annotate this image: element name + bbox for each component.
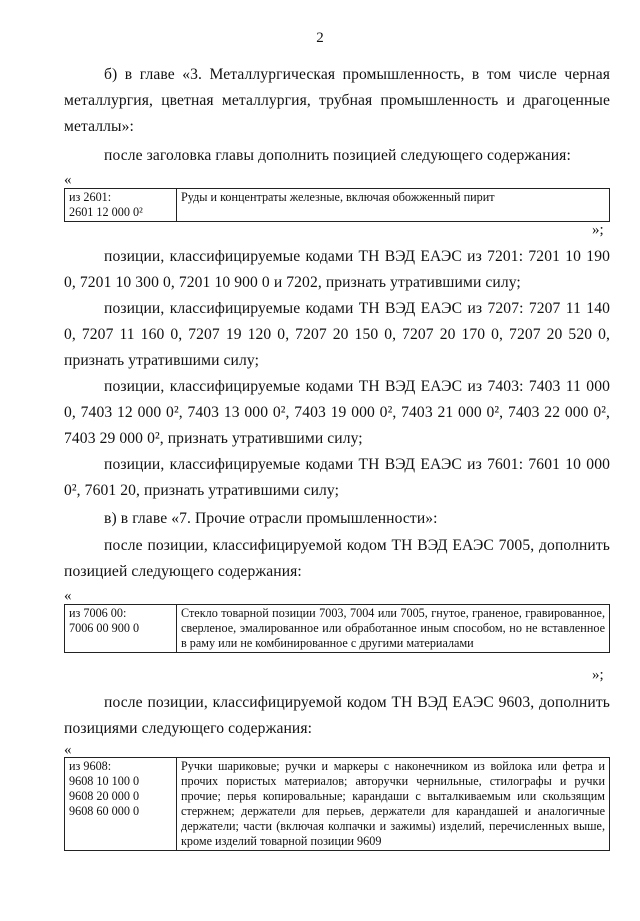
code-cell [65, 605, 177, 653]
code-cell [65, 758, 177, 851]
table-row [65, 189, 610, 222]
code-cell [65, 189, 177, 222]
code-line: из 9608: [69, 759, 112, 773]
item-7403: позиции, классифицируемые кодами ТН ВЭД ЕАЭС из 7403: 7403 11 000 0, 7403 12 000 0², 7403 13 000 0², 7403 19 000 0², 7403 21 000 0², 7403 22 000 0², 7403 29 000 0², признать утратившими силу; [64, 378, 610, 447]
description-cell: Стекло товарной позиции 7003, 7004 или 7005, гнутое, граненое, гравированное, сверленое, эмалированное или обработанное иным способом, но не вставленное в раму или не комбинированное с другими материалами [177, 605, 610, 653]
code-line: из 2601: [69, 190, 112, 204]
codes-table-2601 [64, 188, 610, 222]
open-quote: « [64, 172, 72, 188]
close-quote: »; [592, 667, 604, 683]
code-line: из 7006 00: [69, 606, 127, 620]
code-line: 9608 60 000 0 [69, 804, 140, 818]
table-row [65, 758, 610, 851]
item-7207: позиции, классифицируемые кодами ТН ВЭД ЕАЭС из 7207: 7207 11 140 0, 7207 11 160 0, 7207 19 120 0, 7207 20 150 0, 7207 20 170 0, 7207 20 520 0, признать утратившими силу; [64, 300, 610, 369]
section-b-after-heading: после заголовка главы дополнить позицией следующего содержания: [104, 147, 571, 164]
code-line: 9608 20 000 0 [69, 789, 140, 803]
codes-table-7006 [64, 604, 610, 653]
section-v-after-7005: после позиции, классифицируемой кодом ТН ВЭД ЕАЭС 7005, дополнить позицией следующего содержания: [64, 537, 610, 580]
section-v-after-9603: после позиции, классифицируемой кодом ТН ВЭД ЕАЭС 9603, дополнить позициями следующего содержания: [64, 694, 610, 737]
section-b-intro: б) в главе «3. Металлургическая промышленность, в том числе черная металлургия, цветная металлургия, трубная промышленность и драгоценные металлы»: [64, 66, 610, 135]
section-v-intro: в) в главе «7. Прочие отрасли промышленности»: [104, 510, 438, 527]
open-quote: « [64, 588, 72, 604]
table-row [65, 605, 610, 653]
code-line: 7006 00 900 0 [69, 621, 140, 635]
open-quote: « [64, 742, 72, 758]
description-cell: Ручки шариковые; ручки и маркеры с наконечником из войлока или фетра и прочих пористых материалов; авторучки чернильные, стилографы и ручки прочие; перья копировальные; карандаши с выталкиваемым или скользящим стержнем; держатели для перьев, держатели для карандашей и аналогичные держатели; части (включая колпачки и зажимы) изделий, перечисленных выше, кроме изделий товарной позиции 9609 [177, 758, 610, 851]
codes-table-9608 [64, 757, 610, 851]
description-cell: Руды и концентраты железные, включая обожженный пирит [177, 189, 610, 222]
close-quote: »; [592, 222, 604, 238]
code-line: 9608 10 100 0 [69, 774, 140, 788]
item-7201: позиции, классифицируемые кодами ТН ВЭД ЕАЭС из 7201: 7201 10 190 0, 7201 10 300 0, 7201 10 900 0 и 7202, признать утратившими силу; [64, 248, 610, 291]
code-line: 2601 12 000 0² [69, 205, 143, 219]
page-number: 2 [316, 30, 324, 46]
item-7601: позиции, классифицируемые кодами ТН ВЭД ЕАЭС из 7601: 7601 10 000 0², 7601 20, признать утратившими силу; [64, 456, 610, 499]
